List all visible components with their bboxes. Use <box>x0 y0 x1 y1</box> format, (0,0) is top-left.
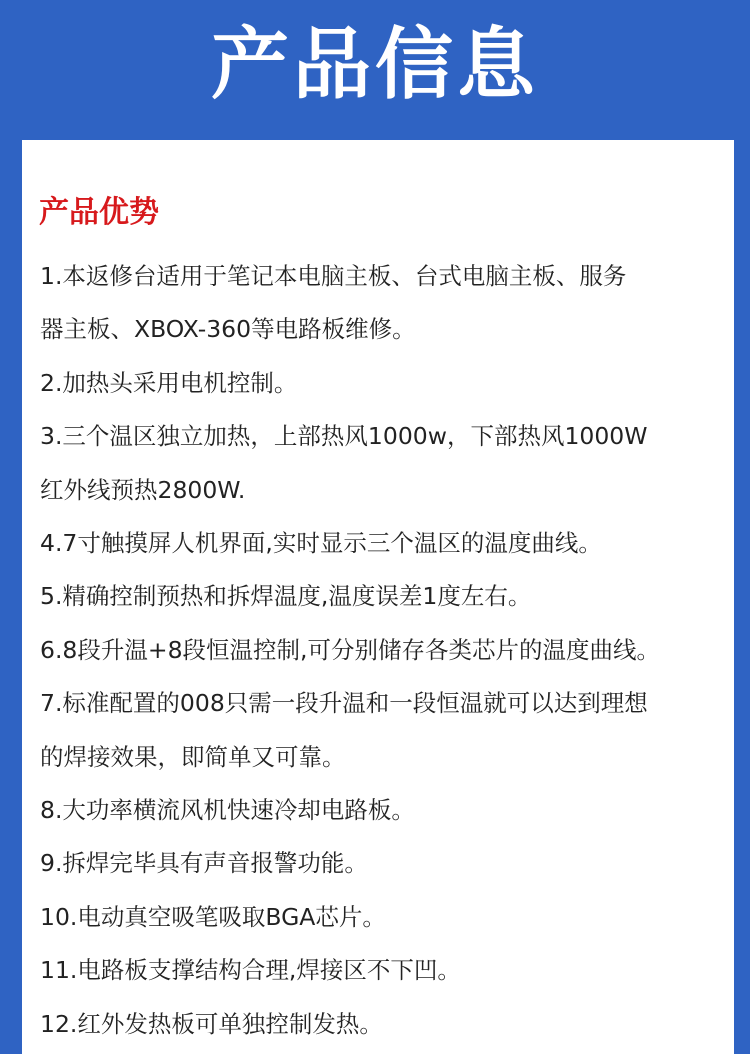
feature-line-7: 5.精确控制预热和拆焊温度,温度误差1度左右。 <box>40 582 532 611</box>
feature-line-6: 4.7寸触摸屏人机界面,实时显示三个温区的温度曲线。 <box>40 529 602 558</box>
feature-line-11: 8.大功率横流风机快速冷却电路板。 <box>40 796 415 825</box>
feature-line-5: 红外线预热2800W. <box>40 475 246 504</box>
feature-line-3: 2.加热头采用电机控制。 <box>40 368 298 397</box>
feature-line-15: 12.红外发热板可单独控制发热。 <box>40 1009 383 1038</box>
feature-list <box>40 250 732 1051</box>
feature-line-1: 1.本返修台适用于笔记本电脑主板、台式电脑主板、服务 <box>40 262 627 290</box>
page-header <box>0 0 750 140</box>
feature-line-4: 3.三个温区独立加热，上部热风1000w，下部热风1000W <box>40 422 648 451</box>
feature-line-12: 9.拆焊完毕具有声音报警功能。 <box>40 849 368 878</box>
feature-line-8: 6.8段升温+8段恒温控制,可分别储存各类芯片的温度曲线。 <box>40 635 660 664</box>
feature-line-10: 的焊接效果，即简单又可靠。 <box>40 742 346 771</box>
feature-line-9: 7.标准配置的008只需一段升温和一段恒温就可以达到理想 <box>40 689 648 718</box>
feature-line-2: 器主板、XBOX-360等电路板维修。 <box>40 315 416 344</box>
feature-line-14: 11.电路板支撑结构合理,焊接区不下凹。 <box>40 956 461 985</box>
feature-line-13: 10.电动真空吸笔吸取BGA芯片。 <box>40 902 386 931</box>
content-panel <box>22 140 734 1054</box>
section-title: 产品优势 <box>39 195 159 230</box>
page-title: 产品信息 <box>210 20 539 110</box>
